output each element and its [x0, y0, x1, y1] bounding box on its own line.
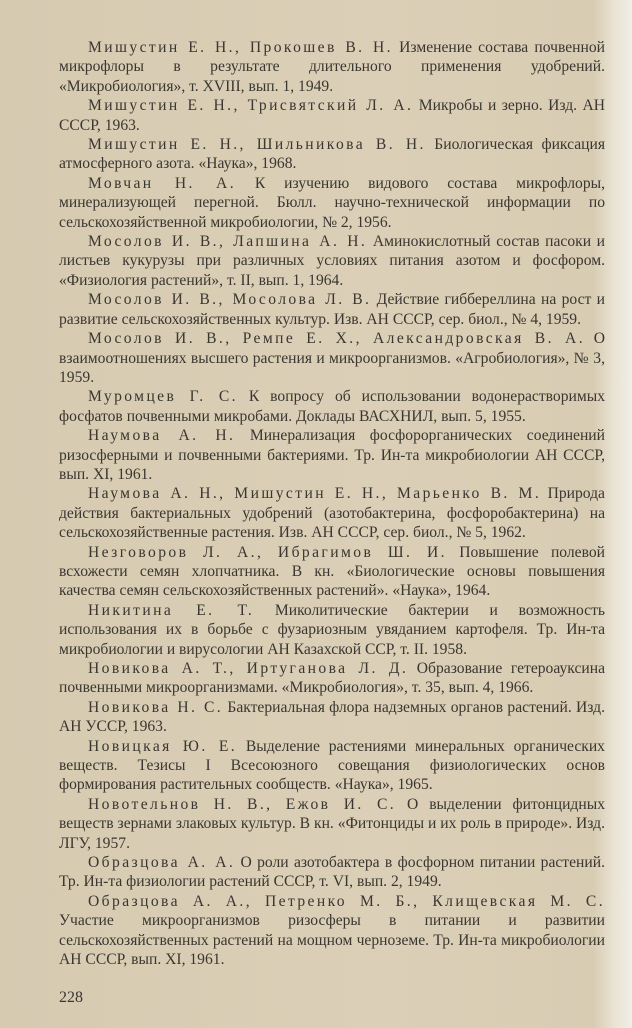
entry-citation: Бактериальная флора надземных органов растений. Изд. АН УССР, 1963.: [59, 698, 606, 736]
bibliography-entry: [59, 737, 605, 795]
entry-citation: Повышение полевой всхожести семян хлопчатника. В кн. «Биологические основы повышения качества семян сельскохозяйственных растений». «Наука», 1964.: [59, 543, 605, 600]
bibliography-entry: [59, 601, 605, 659]
bibliography-entry: [59, 892, 605, 970]
entry-authors: Наумова А. Н.: [88, 427, 236, 445]
entry-citation: Образование гетероауксина почвенными микроорганизмами. «Микробиология», т. 35, вып. 4, 1966.: [59, 660, 605, 697]
bibliography-entry: [59, 659, 605, 698]
page-number: 228: [59, 988, 83, 1006]
entry-authors: Новотельнов Н. В., Ежов И. С.: [88, 795, 397, 813]
entry-authors: Незговоров Л. А., Ибрагимов Ш. И.: [88, 543, 447, 561]
entry-authors: Муромцев Г. С.: [88, 388, 238, 406]
bibliography-entry: [59, 698, 605, 737]
entry-citation: Биологическая фиксация атмосферного азота. «Наука», 1968.: [59, 136, 606, 173]
bibliography-entry: [59, 290, 605, 329]
bibliography-entry: [59, 853, 605, 892]
bibliography-entry: [59, 426, 605, 484]
bibliography-entry: [59, 232, 605, 290]
entry-authors: Наумова А. Н., Мишустин Е. Н., Марьенко В. М.: [88, 485, 542, 503]
bibliography-entry: [59, 329, 605, 387]
entry-citation: Миколитические бактерии и возможность использования их в борьбе с фузариозным увяданием картофеля. Тр. Ин-та микробиологии и вирусологии АН Казахской ССР, т. II. 1958.: [59, 601, 605, 658]
entry-authors: Мовчан Н. А.: [88, 174, 237, 192]
entry-authors: Мосолов И. В., Лапшина А. Н.: [88, 233, 368, 251]
entry-citation: О взаимоотношениях высшего растения и микроорганизмов. «Агробиология», № 3, 1959.: [59, 330, 605, 386]
bibliography-entry: [59, 543, 605, 601]
entry-authors: Новикова А. Т., Иртуганова Л. Д.: [88, 660, 409, 677]
entry-citation: Минерализация фосфорорганических соединений ризосферными и почвенными бактериями. Тр. Ин-та микробиологии АН СССР, вып. XI, 1961.: [59, 427, 606, 483]
bibliography-entry: [59, 795, 605, 853]
entry-citation: К изучению видового состава микрофлоры, минерализующей перегной. Бюлл. научно-технической информации по сельскохозяйственной микробиологии, № 2, 1956.: [59, 174, 605, 231]
bibliography-entry: [59, 387, 605, 426]
bibliography-entry: [59, 96, 605, 135]
entry-citation: Аминокислотный состав пасоки и листьев кукурузы при различных условиях питания азотом и фосфором. «Физиология растений», т. II, вып. 1, 1964.: [59, 233, 605, 289]
entry-citation: Природа действия бактериальных удобрений (азотобактерина, фосфоробактерина) на сельскохозяйственные растения. Изв. АН СССР, сер. биол., № 5, 1962.: [59, 485, 605, 542]
entry-authors: Новикова Н. С.: [88, 698, 224, 716]
entry-authors: Никитина Е. Т.: [88, 601, 255, 619]
entry-authors: Мишустин Е. Н., Трисвятский Л. А.: [88, 97, 414, 115]
entry-authors: Мишустин Е. Н., Прокошев В. Н.: [88, 39, 393, 56]
entry-authors: Мосолов И. В., Ремпе Е. Х., Александровская В. А.: [88, 330, 585, 348]
entry-citation: Микробы и зерно. Изд. АН СССР, 1963.: [59, 97, 605, 134]
page-body: [59, 0, 605, 1028]
entry-citation: К вопросу об использовании водонерастворимых фосфатов почвенными микробами. Доклады ВАСХНИЛ, вып. 5, 1955.: [59, 388, 606, 425]
bibliography-entry: [59, 135, 605, 174]
bibliography-entry: [59, 174, 605, 232]
entry-authors: Образцова А. А.: [88, 854, 236, 872]
entry-citation: Изменение состава почвенной микрофлоры в результате длительного применения удобрений. «Микробиология», т. XVIII, вып. 1, 1949.: [59, 39, 605, 95]
entry-authors: Образцова А. А., Петренко М. Б., Клищевская М. С.: [88, 892, 605, 910]
entry-citation: О роли азотобактера в фосфорном питании растений. Тр. Ин-та физиологии растений СССР, т. VI, вып. 2, 1949.: [59, 854, 605, 891]
entry-authors: Мишустин Е. Н., Шильникова В. Н.: [88, 136, 426, 154]
entry-citation: Выделение растениями минеральных органических веществ. Тезисы I Всесоюзного совещания физиологических основ формирования растительных сообществ. «Наука», 1965.: [59, 737, 605, 794]
entry-authors: Мосолов И. В., Мосолова Л. В.: [88, 291, 372, 309]
entry-citation: Участие микроорганизмов ризосферы в питании и развитии сельскохозяйственных растений на мощном черноземе. Тр. Ин-та микробиологии АН СССР, вып. XI, 1961.: [59, 912, 605, 969]
bibliography-list: [59, 38, 605, 970]
entry-citation: О выделении фитонцидных веществ зернами злаковых культур. В кн. «Фитонциды и их роль в природе». Изд. ЛГУ, 1957.: [59, 795, 605, 852]
entry-citation: Действие гиббереллина на рост и развитие сельскохозяйственных культур. Изв. АН СССР, сер. биол., № 4, 1959.: [59, 291, 606, 328]
entry-authors: Новицкая Ю. Е.: [88, 737, 238, 755]
bibliography-entry: [59, 38, 605, 96]
bibliography-entry: [59, 484, 605, 542]
